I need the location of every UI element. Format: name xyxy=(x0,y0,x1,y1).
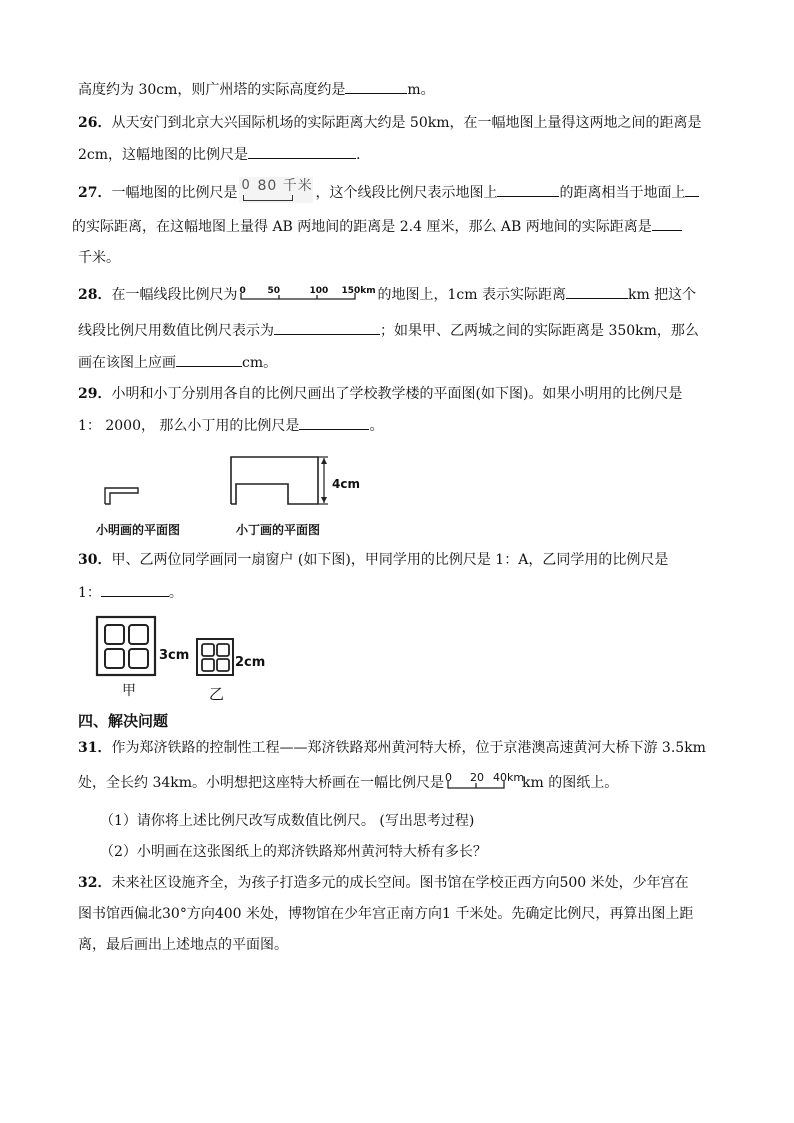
xiaoming-floorplan xyxy=(105,488,138,504)
q27-line-2 xyxy=(72,216,682,237)
question-number: 28． xyxy=(78,287,112,303)
answer-blank[interactable] xyxy=(497,182,559,197)
q31-text-2b: km 的图纸上。 xyxy=(522,775,619,791)
q32-line-3: 离，最后画出上述地点的平面图。 xyxy=(78,937,288,953)
xiaoding-floorplan xyxy=(231,457,328,504)
answer-blank[interactable] xyxy=(248,144,356,159)
q27-text-2: 的实际距离，在这幅地图上量得 AB 两地间的距离是 2.4 厘米，那么 AB 两地间的实际距离是 xyxy=(72,219,652,235)
q28-text: 在一幅线段比例尺为 xyxy=(111,287,238,303)
tick-0: 0 xyxy=(239,286,246,296)
section-title: 四、解决问题 xyxy=(78,712,169,730)
scale-value-label: 80 千米 xyxy=(257,178,313,194)
q32-line-1 xyxy=(78,873,689,893)
q28-text-c: km 把这个 xyxy=(627,287,697,303)
q25-text: 高度约为 30cm，则广州塔的实际高度约是 xyxy=(78,82,346,98)
caption-xiaoming: 小明画的平面图 xyxy=(96,523,181,537)
question-number: 29． xyxy=(78,386,112,402)
tick-20: 20 xyxy=(470,771,485,784)
answer-blank[interactable] xyxy=(566,284,628,299)
tick-100: 100 xyxy=(309,286,329,296)
caption-jia: 甲 xyxy=(122,683,136,699)
question-number: 30． xyxy=(78,552,112,568)
answer-blank[interactable] xyxy=(345,79,407,94)
q31-sub-2: （2）小明画在这张图纸上的郑济铁路郑州黄河特大桥有多长？ xyxy=(100,844,487,860)
q32-text: 未来社区设施齐全，为孩子打造多元的成长空间。图书馆在学校正西方向500 米处，少年宫在 xyxy=(111,875,689,891)
q31-sub-1: （1）请你将上述比例尺改写成数值比例尺。 (写出思考过程) xyxy=(100,813,475,829)
q27-text-b: ，这个线段比例尺表示地图上 xyxy=(315,185,498,201)
answer-blank[interactable] xyxy=(101,582,169,597)
tick-50: 50 xyxy=(267,286,281,296)
q29-line-1 xyxy=(78,384,682,404)
q31-line-2 xyxy=(78,772,618,794)
q27-text-3: 千米。 xyxy=(78,250,120,266)
q26-line-2 xyxy=(78,144,360,165)
question-number: 32． xyxy=(78,875,112,891)
q30-line-2 xyxy=(78,582,183,603)
tick-0: 0 xyxy=(445,771,453,784)
q27-line-3 xyxy=(78,248,120,268)
q26-end: . xyxy=(356,147,361,163)
q29-line-2 xyxy=(78,415,383,436)
answer-blank[interactable] xyxy=(685,182,699,197)
line-scale-40km xyxy=(444,769,525,791)
q25-line xyxy=(78,79,435,100)
answer-blank[interactable] xyxy=(274,320,380,335)
line-scale-80km xyxy=(239,177,313,203)
answer-blank[interactable] xyxy=(299,415,369,430)
scale-bar xyxy=(243,195,293,201)
q28-line-1 xyxy=(78,284,696,306)
dimension-label-jia: 3cm xyxy=(159,648,190,663)
q28-text-3: 画在该图上应画 xyxy=(78,355,176,371)
q29-end: 。 xyxy=(369,418,384,434)
question-number: 31． xyxy=(78,740,112,756)
q30-line-1 xyxy=(78,550,668,570)
q28-text-b: 的地图上，1cm 表示实际距离 xyxy=(377,287,566,303)
tick-150km: 150km xyxy=(341,286,376,296)
q26-text-2: 2cm，这幅地图的比例尺是 xyxy=(78,147,249,163)
q30-end: 。 xyxy=(168,585,183,601)
q26-text: 从天安门到北京大兴国际机场的实际距离大约是 50km，在一幅地图上量得这两地之间的距离是 xyxy=(111,115,702,131)
q29-text-2: 1： 2000， 那么小丁用的比例尺是 xyxy=(78,418,300,434)
q28-unit: cm。 xyxy=(242,355,278,371)
q27-text: 一幅地图的比例尺是 xyxy=(111,185,238,201)
q29-text: 小明和小丁分别用各自的比例尺画出了学校教学楼的平面图(如下图)。如果小明用的比例尺是 xyxy=(111,386,683,402)
answer-blank[interactable] xyxy=(176,352,242,367)
q32-line-2: 图书馆西偏北30°方向400 米处，博物馆在少年宫正南方向1 千米处。先确定比例尺，再算出图上距 xyxy=(78,906,694,922)
q30-text: 甲、乙两位同学画同一扇窗户 (如下图)，甲同学用的比例尺是 1：A，乙同学用的比例尺是 xyxy=(111,552,669,568)
tick-40km: 40km xyxy=(493,771,525,784)
q28-text-2b: ；如果甲、乙两城之间的实际距离是 350km，那么 xyxy=(380,323,699,339)
dimension-label: 4cm xyxy=(332,477,360,491)
q28-text-2: 线段比例尺用数值比例尺表示为 xyxy=(78,323,274,339)
question-number: 27． xyxy=(78,185,112,201)
question-number: 26． xyxy=(78,115,112,131)
window-yi xyxy=(197,639,233,675)
q31-text: 作为郑济铁路的控制性工程——郑济铁路郑州黄河特大桥，位于京港澳高速黄河大桥下游 3.5km xyxy=(111,740,706,756)
line-scale-150km xyxy=(237,281,377,303)
q30-text-2: 1： xyxy=(78,585,101,601)
dimension-label-yi: 2cm xyxy=(235,655,266,670)
q26-line-1 xyxy=(78,113,702,133)
q28-line-3 xyxy=(78,352,277,373)
scale-bar xyxy=(444,769,525,791)
caption-yi: 乙 xyxy=(209,685,225,703)
answer-blank[interactable] xyxy=(652,216,682,231)
window-jia xyxy=(97,617,155,675)
q27-text-c: 的距离相当于地面上 xyxy=(559,185,686,201)
scale-bar xyxy=(237,281,377,303)
q28-line-2 xyxy=(78,320,699,341)
q27-line-1 xyxy=(78,180,699,206)
caption-xiaoding: 小丁画的平面图 xyxy=(236,523,321,537)
q31-text-2: 处，全长约 34km。小明想把这座特大桥画在一幅比例尺是 xyxy=(78,775,445,791)
scale-zero-label: 0 xyxy=(241,178,250,193)
q25-unit: m。 xyxy=(407,82,435,98)
q31-line-1 xyxy=(78,738,706,758)
